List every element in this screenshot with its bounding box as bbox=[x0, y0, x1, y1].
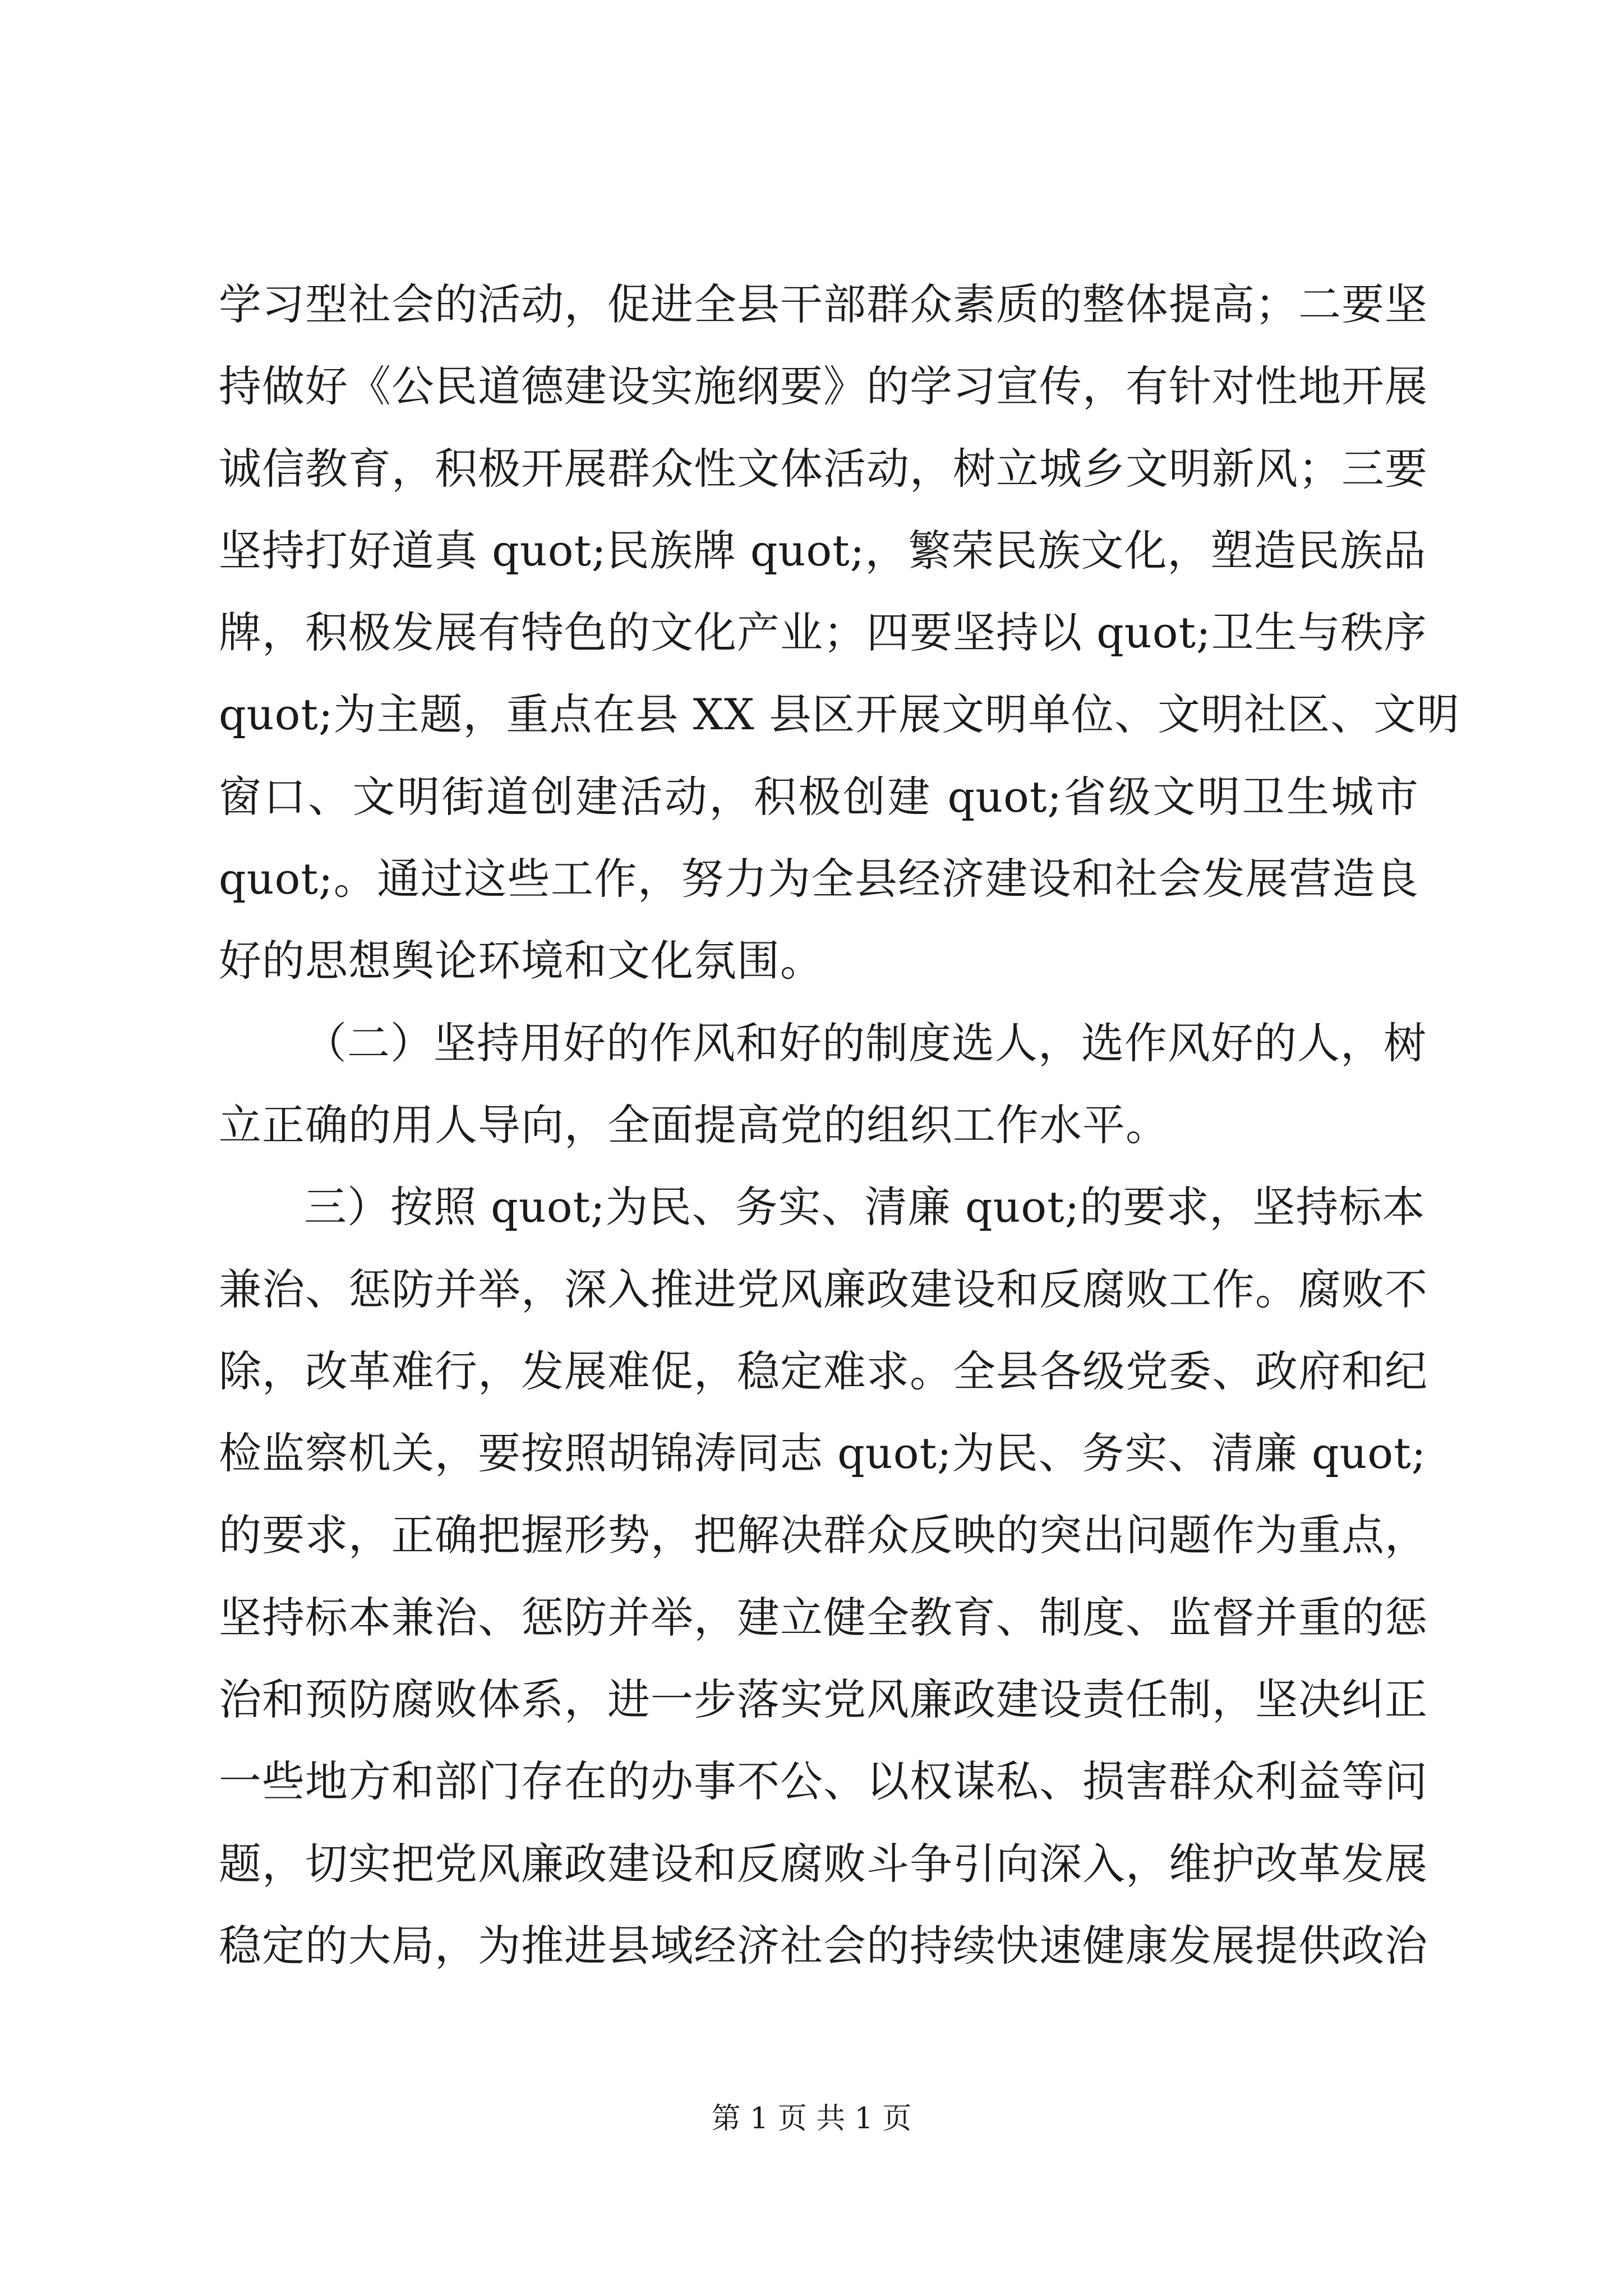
paragraph-start-line: （二）坚持用好的作风和好的制度选人，选作风好的人，树 bbox=[304, 1018, 1427, 1068]
text-line: quot;。通过这些工作，努力为全县经济建设和社会发展营造良 bbox=[219, 854, 1419, 904]
text-line: 检监察机关，要按照胡锦涛同志 quot;为民、务实、清廉 quot; bbox=[219, 1428, 1427, 1479]
text-line: 学习型社会的活动，促进全县干部群众素质的整体提高；二要坚 bbox=[219, 279, 1428, 329]
text-line: 诚信教育，积极开展群众性文体活动，树立城乡文明新风；三要 bbox=[219, 443, 1428, 494]
text-line: 立正确的用人导向，全面提高党的组织工作水平。 bbox=[219, 1099, 1169, 1150]
text-line: 稳定的大局，为推进县域经济社会的持续快速健康发展提供政治 bbox=[219, 1920, 1428, 1971]
text-line: 治和预防腐败体系，进一步落实党风廉政建设责任制，坚决纠正 bbox=[219, 1674, 1428, 1725]
text-line: 题，切实把党风廉政建设和反腐败斗争引向深入，维护改革发展 bbox=[219, 1838, 1428, 1889]
text-line: 好的思想舆论环境和文化氛围。 bbox=[219, 936, 823, 986]
text-line: 坚持标本兼治、惩防并举，建立健全教育、制度、监督并重的惩 bbox=[219, 1592, 1428, 1642]
paragraph-start-line: 三）按照 quot;为民、务实、清廉 quot;的要求，坚持标本 bbox=[304, 1182, 1426, 1232]
text-line: 除，改革难行，发展难促，稳定难求。全县各级党委、政府和纪 bbox=[219, 1346, 1428, 1396]
text-line: 窗口、文明街道创建活动，积极创建 quot;省级文明卫生城市 bbox=[219, 771, 1419, 822]
text-line: 持做好《公民道德建设实施纲要》的学习宣传，有针对性地开展 bbox=[219, 361, 1428, 412]
page-number-footer: 第 1 页 共 1 页 bbox=[711, 2102, 912, 2136]
text-line: 一些地方和部门存在的办事不公、以权谋私、损害群众利益等问 bbox=[219, 1756, 1428, 1807]
text-line: 牌，积极发展有特色的文化产业；四要坚持以 quot;卫生与秩序 bbox=[219, 608, 1427, 658]
text-line: 的要求，正确把握形势，把解决群众反映的突出问题作为重点， bbox=[219, 1510, 1428, 1561]
text-line: 兼治、惩防并举，深入推进党风廉政建设和反腐败工作。腐败不 bbox=[219, 1264, 1428, 1314]
body-text bbox=[219, 264, 1460, 1987]
text-line: 坚持打好道真 quot;民族牌 quot;，繁荣民族文化，塑造民族品 bbox=[219, 525, 1427, 576]
text-line: quot;为主题，重点在县 XX 县区开展文明单位、文明社区、文明 bbox=[219, 689, 1460, 740]
